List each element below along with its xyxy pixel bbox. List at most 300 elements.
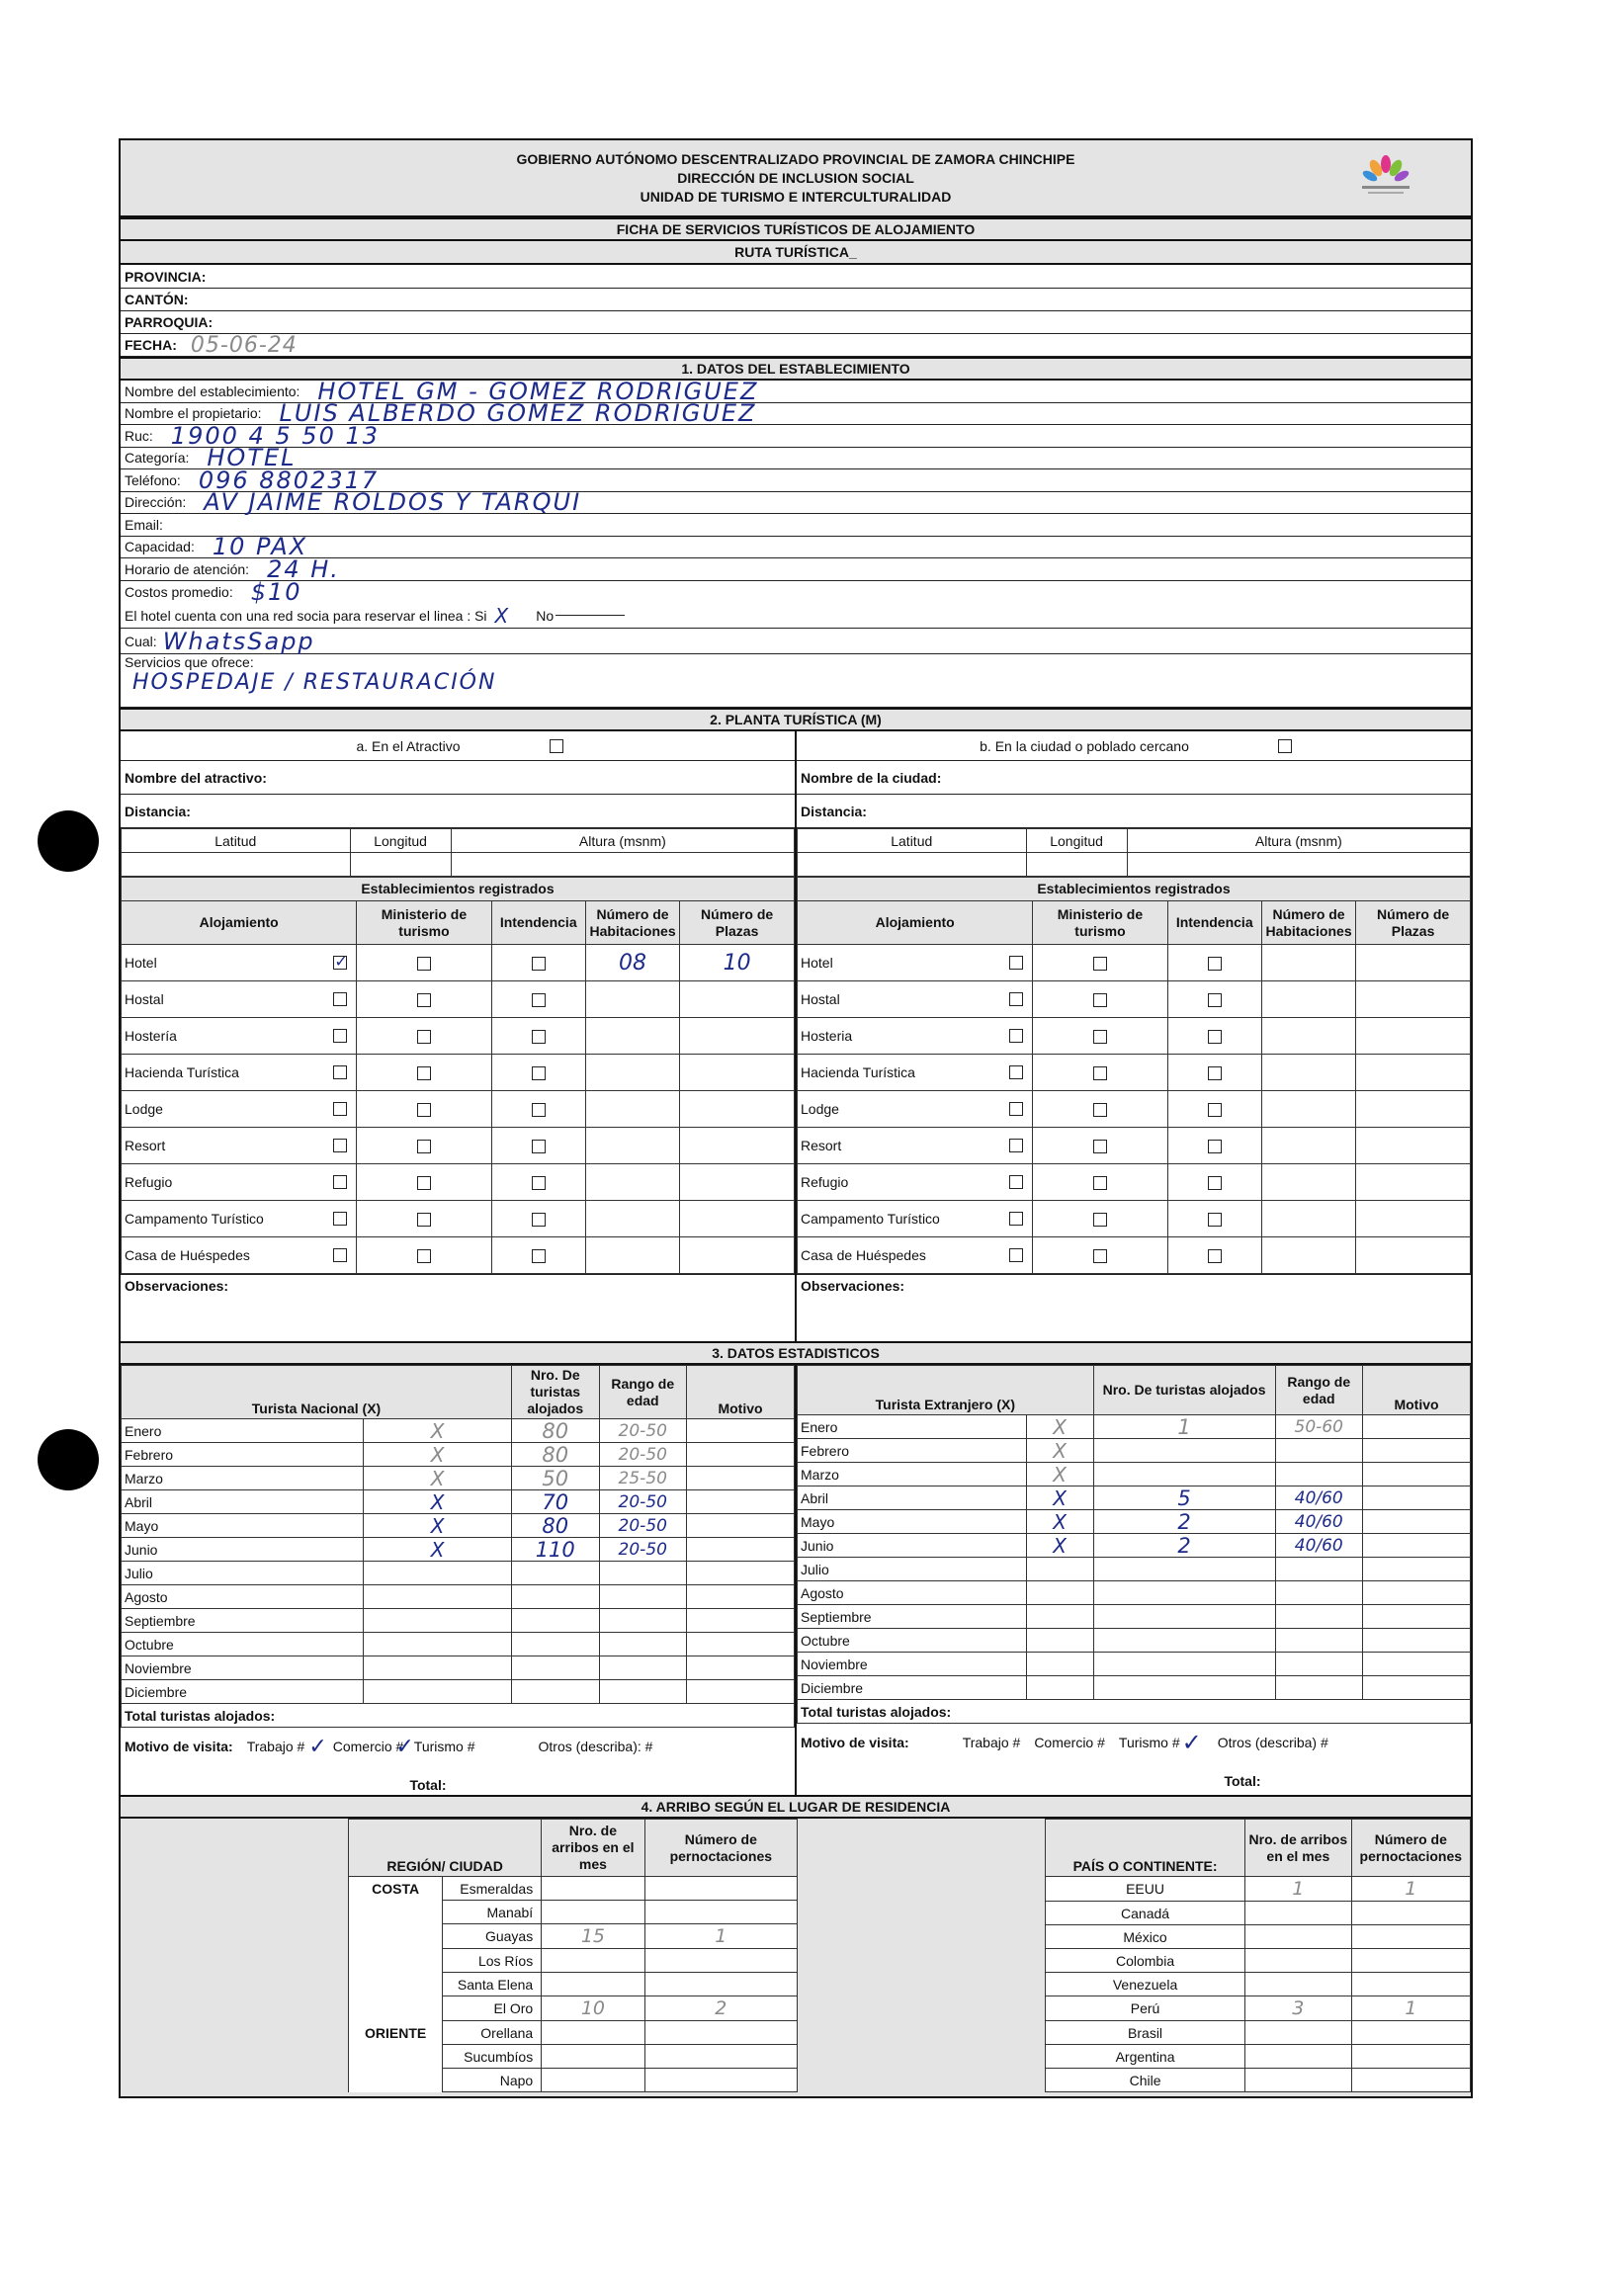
plazas-cell[interactable] <box>680 1055 795 1091</box>
motivo-cell[interactable] <box>1363 1653 1471 1676</box>
ministerio-cell[interactable] <box>1033 1091 1167 1128</box>
habitaciones-cell[interactable] <box>1261 1018 1355 1055</box>
rango-edad-cell[interactable]: 50-60 <box>1275 1415 1363 1439</box>
field-row[interactable] <box>121 514 1471 537</box>
turista-mark-cell[interactable] <box>364 1562 512 1585</box>
ministerio-checkbox[interactable] <box>1093 1066 1107 1080</box>
pernoctaciones-cell[interactable] <box>644 2069 797 2092</box>
motivo-cell[interactable] <box>687 1443 795 1467</box>
pernoctaciones-cell[interactable] <box>1351 1925 1470 1949</box>
alojamiento-checkbox[interactable] <box>333 1102 347 1116</box>
intendencia-cell[interactable] <box>1167 1128 1261 1164</box>
rango-edad-cell[interactable]: 20-50 <box>599 1419 687 1443</box>
nro-turistas-cell[interactable] <box>1093 1439 1275 1463</box>
ministerio-checkbox[interactable] <box>417 1249 431 1263</box>
habitaciones-cell[interactable] <box>1261 1055 1355 1091</box>
habitaciones-cell[interactable] <box>585 981 679 1018</box>
habitaciones-cell[interactable] <box>1261 1201 1355 1237</box>
ministerio-checkbox[interactable] <box>417 1030 431 1044</box>
field-row[interactable] <box>121 554 1471 583</box>
habitaciones-cell[interactable] <box>1261 1091 1355 1128</box>
habitaciones-cell[interactable] <box>585 1164 679 1201</box>
nro-turistas-cell[interactable]: 2 <box>1093 1510 1275 1534</box>
alojamiento-type-cell[interactable] <box>798 1055 1033 1091</box>
nro-turistas-cell[interactable] <box>1093 1676 1275 1700</box>
parroquia-row[interactable]: PARROQUIA: <box>121 311 1471 334</box>
pernoctaciones-cell[interactable] <box>1351 2045 1470 2069</box>
motivo-cell[interactable] <box>687 1514 795 1538</box>
intendencia-cell[interactable] <box>1167 1091 1261 1128</box>
pernoctaciones-cell[interactable] <box>644 1973 797 1996</box>
motivo-cell[interactable] <box>687 1585 795 1609</box>
intendencia-cell[interactable] <box>491 945 585 981</box>
motivo-cell[interactable] <box>687 1419 795 1443</box>
alojamiento-checkbox[interactable] <box>333 1139 347 1152</box>
turista-mark-cell[interactable] <box>364 1680 512 1704</box>
alojamiento-type-cell[interactable] <box>122 1128 357 1164</box>
intendencia-cell[interactable] <box>1167 981 1261 1018</box>
arribos-cell[interactable] <box>542 1901 644 1924</box>
ministerio-cell[interactable] <box>1033 1128 1167 1164</box>
intendencia-cell[interactable] <box>491 1128 585 1164</box>
ministerio-checkbox[interactable] <box>417 1176 431 1190</box>
arribos-cell[interactable] <box>542 1877 644 1901</box>
pernoctaciones-cell[interactable] <box>644 1949 797 1973</box>
ministerio-checkbox[interactable] <box>1093 957 1107 971</box>
alojamiento-type-cell[interactable] <box>798 1201 1033 1237</box>
alojamiento-type-cell[interactable] <box>798 1164 1033 1201</box>
rango-edad-cell[interactable] <box>1275 1676 1363 1700</box>
alojamiento-type-cell[interactable] <box>122 945 357 981</box>
plazas-cell[interactable] <box>1356 1164 1471 1201</box>
intendencia-checkbox[interactable] <box>1208 957 1222 971</box>
rango-edad-cell[interactable]: 40/60 <box>1275 1510 1363 1534</box>
turista-mark-cell[interactable]: X <box>364 1467 512 1490</box>
nro-turistas-cell[interactable] <box>1093 1653 1275 1676</box>
turista-mark-cell[interactable] <box>1026 1653 1093 1676</box>
pernoctaciones-cell[interactable] <box>644 2021 797 2045</box>
arribos-cell[interactable] <box>1245 2045 1352 2069</box>
ministerio-cell[interactable] <box>1033 945 1167 981</box>
motivo-comercio[interactable]: Comercio # <box>332 1739 404 1754</box>
plazas-cell[interactable] <box>1356 1128 1471 1164</box>
ministerio-cell[interactable] <box>1033 981 1167 1018</box>
motivo-cell[interactable] <box>1363 1558 1471 1581</box>
turista-mark-cell[interactable]: X <box>1026 1415 1093 1439</box>
alojamiento-checkbox[interactable] <box>333 1212 347 1226</box>
canton-row[interactable]: CANTÓN: <box>121 289 1471 311</box>
rango-edad-cell[interactable]: 20-50 <box>599 1490 687 1514</box>
pernoctaciones-cell[interactable] <box>1351 2021 1470 2045</box>
intendencia-checkbox[interactable] <box>1208 993 1222 1007</box>
intendencia-cell[interactable] <box>491 1164 585 1201</box>
motivo-turismo[interactable]: Turismo # <box>1118 1735 1180 1750</box>
rango-edad-cell[interactable] <box>1275 1558 1363 1581</box>
intendencia-cell[interactable] <box>491 981 585 1018</box>
planta-left-checkbox[interactable] <box>550 739 563 753</box>
planta-left-distancia-row[interactable]: Distancia: <box>121 795 795 828</box>
intendencia-checkbox[interactable] <box>532 1213 546 1227</box>
plazas-cell[interactable] <box>680 1091 795 1128</box>
nro-turistas-cell[interactable]: 70 <box>511 1490 599 1514</box>
alojamiento-type-cell[interactable] <box>122 1164 357 1201</box>
total-left-row[interactable] <box>121 1761 795 1795</box>
turista-mark-cell[interactable]: X <box>1026 1486 1093 1510</box>
rango-edad-cell[interactable]: 25-50 <box>599 1467 687 1490</box>
intendencia-checkbox[interactable] <box>1208 1249 1222 1263</box>
nro-turistas-cell[interactable] <box>511 1633 599 1656</box>
alojamiento-type-cell[interactable] <box>798 1018 1033 1055</box>
intendencia-cell[interactable] <box>1167 1055 1261 1091</box>
turista-mark-cell[interactable] <box>1026 1629 1093 1653</box>
arribos-cell[interactable] <box>542 1973 644 1996</box>
pernoctaciones-cell[interactable] <box>644 1901 797 1924</box>
intendencia-cell[interactable] <box>491 1091 585 1128</box>
alojamiento-type-cell[interactable] <box>798 1237 1033 1274</box>
motivo-cell[interactable] <box>687 1562 795 1585</box>
longitud-cell[interactable] <box>350 853 451 877</box>
turista-mark-cell[interactable]: X <box>1026 1534 1093 1558</box>
ministerio-checkbox[interactable] <box>1093 993 1107 1007</box>
alojamiento-checkbox[interactable] <box>1009 1175 1023 1189</box>
alojamiento-checkbox[interactable] <box>1009 1248 1023 1262</box>
rango-edad-cell[interactable] <box>599 1633 687 1656</box>
habitaciones-cell[interactable] <box>1261 945 1355 981</box>
alojamiento-checkbox[interactable] <box>1009 992 1023 1006</box>
altura-cell[interactable] <box>1127 853 1470 877</box>
rango-edad-cell[interactable]: 40/60 <box>1275 1486 1363 1510</box>
ministerio-checkbox[interactable] <box>1093 1140 1107 1153</box>
motivo-cell[interactable] <box>687 1609 795 1633</box>
arribos-cell[interactable] <box>1245 2021 1352 2045</box>
turista-mark-cell[interactable] <box>1026 1558 1093 1581</box>
alojamiento-type-cell[interactable] <box>798 981 1033 1018</box>
plazas-cell[interactable] <box>680 1237 795 1274</box>
ministerio-cell[interactable] <box>357 1128 491 1164</box>
motivo-cell[interactable] <box>1363 1581 1471 1605</box>
turista-mark-cell[interactable]: X <box>364 1490 512 1514</box>
rango-edad-cell[interactable] <box>1275 1439 1363 1463</box>
turista-mark-cell[interactable]: X <box>364 1514 512 1538</box>
motivo-cell[interactable] <box>1363 1629 1471 1653</box>
intendencia-cell[interactable] <box>1167 1201 1261 1237</box>
rango-edad-cell[interactable] <box>1275 1653 1363 1676</box>
alojamiento-checkbox[interactable] <box>333 1065 347 1079</box>
alojamiento-type-cell[interactable] <box>122 1018 357 1055</box>
intendencia-cell[interactable] <box>1167 1237 1261 1274</box>
ministerio-cell[interactable] <box>357 945 491 981</box>
ministerio-cell[interactable] <box>1033 1237 1167 1274</box>
motivo-cell[interactable] <box>1363 1463 1471 1486</box>
motivo-trabajo[interactable]: Trabajo # <box>246 1739 305 1754</box>
ministerio-cell[interactable] <box>1033 1164 1167 1201</box>
pernoctaciones-cell[interactable]: 1 <box>1351 1996 1470 2021</box>
red-social-row[interactable]: El hotel cuenta con una red socia para reservar el linea : Si X No <box>121 603 1471 629</box>
planta-right-checkbox[interactable] <box>1278 739 1292 753</box>
plazas-cell[interactable] <box>680 1164 795 1201</box>
longitud-cell[interactable] <box>1026 853 1127 877</box>
motivo-otros[interactable]: Otros (describa): # <box>538 1739 653 1754</box>
arribos-cell[interactable] <box>1245 1902 1352 1925</box>
turista-mark-cell[interactable] <box>1026 1605 1093 1629</box>
habitaciones-cell[interactable] <box>585 1018 679 1055</box>
alojamiento-type-cell[interactable] <box>122 1237 357 1274</box>
ministerio-cell[interactable] <box>357 1091 491 1128</box>
intendencia-checkbox[interactable] <box>1208 1066 1222 1080</box>
pernoctaciones-cell[interactable] <box>644 2045 797 2069</box>
planta-left-name-row[interactable]: Nombre del atractivo: <box>121 761 795 795</box>
ministerio-checkbox[interactable] <box>417 957 431 971</box>
alojamiento-type-cell[interactable] <box>122 1091 357 1128</box>
turista-mark-cell[interactable] <box>364 1585 512 1609</box>
ministerio-checkbox[interactable] <box>1093 1249 1107 1263</box>
plazas-cell[interactable]: 10 <box>680 945 795 981</box>
nro-turistas-cell[interactable] <box>511 1656 599 1680</box>
alojamiento-type-cell[interactable] <box>798 945 1033 981</box>
ministerio-cell[interactable] <box>357 1201 491 1237</box>
motivo-cell[interactable] <box>1363 1605 1471 1629</box>
motivo-cell[interactable] <box>687 1656 795 1680</box>
nro-turistas-cell[interactable]: 80 <box>511 1443 599 1467</box>
pernoctaciones-cell[interactable] <box>644 1877 797 1901</box>
ministerio-cell[interactable] <box>357 1237 491 1274</box>
motivo-cell[interactable] <box>687 1633 795 1656</box>
motivo-turismo[interactable]: Turismo # <box>413 1739 475 1754</box>
plazas-cell[interactable] <box>680 1201 795 1237</box>
turista-mark-cell[interactable] <box>1026 1581 1093 1605</box>
alojamiento-type-cell[interactable] <box>122 1201 357 1237</box>
turista-mark-cell[interactable]: X <box>1026 1463 1093 1486</box>
motivo-cell[interactable] <box>687 1467 795 1490</box>
ministerio-cell[interactable] <box>1033 1055 1167 1091</box>
habitaciones-cell[interactable] <box>585 1055 679 1091</box>
plazas-cell[interactable] <box>680 1128 795 1164</box>
plazas-cell[interactable] <box>1356 1201 1471 1237</box>
nro-turistas-cell[interactable] <box>511 1680 599 1704</box>
rango-edad-cell[interactable]: 40/60 <box>1275 1534 1363 1558</box>
rango-edad-cell[interactable] <box>599 1609 687 1633</box>
latitud-cell[interactable] <box>122 853 351 877</box>
rango-edad-cell[interactable] <box>599 1680 687 1704</box>
arribos-cell[interactable]: 10 <box>542 1996 644 2021</box>
rango-edad-cell[interactable]: 20-50 <box>599 1514 687 1538</box>
turista-mark-cell[interactable] <box>364 1609 512 1633</box>
ministerio-checkbox[interactable] <box>417 1066 431 1080</box>
turista-mark-cell[interactable] <box>364 1633 512 1656</box>
pernoctaciones-cell[interactable] <box>1351 1902 1470 1925</box>
turista-mark-cell[interactable]: X <box>1026 1439 1093 1463</box>
plazas-cell[interactable] <box>1356 1018 1471 1055</box>
nro-turistas-cell[interactable] <box>1093 1605 1275 1629</box>
pernoctaciones-cell[interactable]: 2 <box>644 1996 797 2021</box>
ministerio-checkbox[interactable] <box>1093 1176 1107 1190</box>
motivo-comercio[interactable]: Comercio # <box>1034 1735 1105 1750</box>
motivo-cell[interactable] <box>687 1680 795 1704</box>
ministerio-cell[interactable] <box>357 1018 491 1055</box>
nro-turistas-cell[interactable] <box>1093 1581 1275 1605</box>
alojamiento-checkbox[interactable] <box>1009 1065 1023 1079</box>
pernoctaciones-cell[interactable]: 1 <box>1351 1877 1470 1902</box>
alojamiento-type-cell[interactable] <box>798 1091 1033 1128</box>
pernoctaciones-cell[interactable]: 1 <box>644 1924 797 1949</box>
fecha-row[interactable]: FECHA: 05-06-24 <box>121 334 1471 357</box>
intendencia-checkbox[interactable] <box>532 1249 546 1263</box>
alojamiento-checkbox[interactable]: ✓ <box>334 954 348 971</box>
field-row[interactable] <box>121 488 1471 517</box>
motivo-cell[interactable] <box>1363 1415 1471 1439</box>
rango-edad-cell[interactable] <box>599 1562 687 1585</box>
ministerio-checkbox[interactable] <box>1093 1103 1107 1117</box>
motivo-cell[interactable] <box>687 1538 795 1562</box>
alojamiento-checkbox[interactable] <box>1009 1102 1023 1116</box>
rango-edad-cell[interactable]: 20-50 <box>599 1538 687 1562</box>
rango-edad-cell[interactable] <box>1275 1605 1363 1629</box>
turista-mark-cell[interactable] <box>364 1656 512 1680</box>
intendencia-cell[interactable] <box>1167 1164 1261 1201</box>
intendencia-checkbox[interactable] <box>532 1030 546 1044</box>
turista-mark-cell[interactable]: X <box>364 1538 512 1562</box>
habitaciones-cell[interactable] <box>1261 1164 1355 1201</box>
nro-turistas-cell[interactable]: 1 <box>1093 1415 1275 1439</box>
alojamiento-type-cell[interactable] <box>122 981 357 1018</box>
field-row[interactable] <box>121 577 1471 606</box>
plazas-cell[interactable] <box>1356 1091 1471 1128</box>
nro-turistas-cell[interactable]: 80 <box>511 1419 599 1443</box>
motivo-cell[interactable] <box>1363 1439 1471 1463</box>
intendencia-checkbox[interactable] <box>532 957 546 971</box>
arribos-cell[interactable] <box>542 2045 644 2069</box>
ministerio-checkbox[interactable] <box>417 1213 431 1227</box>
nro-turistas-cell[interactable] <box>1093 1463 1275 1486</box>
nro-turistas-cell[interactable] <box>511 1585 599 1609</box>
rango-edad-cell[interactable]: 20-50 <box>599 1443 687 1467</box>
intendencia-checkbox[interactable] <box>532 1103 546 1117</box>
nro-turistas-cell[interactable]: 110 <box>511 1538 599 1562</box>
intendencia-cell[interactable] <box>491 1237 585 1274</box>
alojamiento-checkbox[interactable] <box>1009 956 1023 970</box>
rango-edad-cell[interactable] <box>599 1656 687 1680</box>
cual-row[interactable]: Cual: WhatsSapp <box>121 629 1471 654</box>
intendencia-checkbox[interactable] <box>532 993 546 1007</box>
alojamiento-type-cell[interactable] <box>798 1128 1033 1164</box>
ministerio-checkbox[interactable] <box>417 1140 431 1153</box>
alojamiento-checkbox[interactable] <box>1009 1139 1023 1152</box>
motivo-cell[interactable] <box>1363 1510 1471 1534</box>
nro-turistas-cell[interactable] <box>1093 1558 1275 1581</box>
total-right-row[interactable] <box>797 1757 1471 1791</box>
intendencia-checkbox[interactable] <box>532 1176 546 1190</box>
ministerio-checkbox[interactable] <box>417 993 431 1007</box>
ministerio-cell[interactable] <box>357 1164 491 1201</box>
latitud-cell[interactable] <box>798 853 1027 877</box>
arribos-cell[interactable] <box>542 2021 644 2045</box>
ministerio-checkbox[interactable] <box>1093 1213 1107 1227</box>
planta-right-name-row[interactable]: Nombre de la ciudad: <box>797 761 1471 795</box>
turista-mark-cell[interactable]: X <box>364 1419 512 1443</box>
arribos-cell[interactable] <box>1245 1973 1352 1996</box>
nro-turistas-cell[interactable]: 50 <box>511 1467 599 1490</box>
intendencia-checkbox[interactable] <box>1208 1103 1222 1117</box>
rango-edad-cell[interactable] <box>1275 1463 1363 1486</box>
plazas-cell[interactable] <box>1356 945 1471 981</box>
habitaciones-cell[interactable] <box>585 1237 679 1274</box>
alojamiento-checkbox[interactable] <box>333 992 347 1006</box>
alojamiento-checkbox[interactable] <box>1009 1212 1023 1226</box>
turista-mark-cell[interactable] <box>1026 1676 1093 1700</box>
arribos-cell[interactable] <box>542 2069 644 2092</box>
plazas-cell[interactable] <box>680 1018 795 1055</box>
intendencia-cell[interactable] <box>491 1055 585 1091</box>
plazas-cell[interactable] <box>1356 1055 1471 1091</box>
intendencia-checkbox[interactable] <box>532 1140 546 1153</box>
ministerio-cell[interactable] <box>357 981 491 1018</box>
planta-right-distancia-row[interactable]: Distancia: <box>797 795 1471 828</box>
habitaciones-cell[interactable]: 08 <box>585 945 679 981</box>
pernoctaciones-cell[interactable] <box>1351 2069 1470 2092</box>
rango-edad-cell[interactable] <box>1275 1629 1363 1653</box>
motivo-otros[interactable]: Otros (describa) # <box>1217 1735 1328 1750</box>
alojamiento-checkbox[interactable] <box>333 1029 347 1043</box>
rango-edad-cell[interactable] <box>599 1585 687 1609</box>
intendencia-cell[interactable] <box>1167 945 1261 981</box>
motivo-cell[interactable] <box>687 1490 795 1514</box>
habitaciones-cell[interactable] <box>585 1201 679 1237</box>
planta-left-observaciones[interactable]: Observaciones: <box>121 1274 795 1341</box>
alojamiento-checkbox[interactable] <box>333 1248 347 1262</box>
intendencia-cell[interactable] <box>491 1201 585 1237</box>
turista-mark-cell[interactable]: X <box>1026 1510 1093 1534</box>
ministerio-cell[interactable] <box>357 1055 491 1091</box>
pernoctaciones-cell[interactable] <box>1351 1949 1470 1973</box>
intendencia-checkbox[interactable] <box>1208 1140 1222 1153</box>
alojamiento-checkbox[interactable] <box>333 1175 347 1189</box>
nro-turistas-cell[interactable]: 2 <box>1093 1534 1275 1558</box>
field-row[interactable] <box>121 421 1471 450</box>
nro-turistas-cell[interactable]: 5 <box>1093 1486 1275 1510</box>
motivo-cell[interactable] <box>1363 1486 1471 1510</box>
ministerio-checkbox[interactable] <box>417 1103 431 1117</box>
turista-mark-cell[interactable]: X <box>364 1443 512 1467</box>
arribos-cell[interactable] <box>1245 1925 1352 1949</box>
nro-turistas-cell[interactable]: 80 <box>511 1514 599 1538</box>
motivo-cell[interactable] <box>1363 1534 1471 1558</box>
intendencia-checkbox[interactable] <box>1208 1213 1222 1227</box>
arribos-cell[interactable] <box>1245 2069 1352 2092</box>
habitaciones-cell[interactable] <box>1261 981 1355 1018</box>
arribos-cell[interactable] <box>1245 1949 1352 1973</box>
intendencia-cell[interactable] <box>1167 1018 1261 1055</box>
intendencia-checkbox[interactable] <box>1208 1030 1222 1044</box>
habitaciones-cell[interactable] <box>585 1128 679 1164</box>
intendencia-checkbox[interactable] <box>1208 1176 1222 1190</box>
arribos-cell[interactable]: 3 <box>1245 1996 1352 2021</box>
plazas-cell[interactable] <box>1356 981 1471 1018</box>
provincia-row[interactable]: PROVINCIA: <box>121 265 1471 289</box>
ministerio-checkbox[interactable] <box>1093 1030 1107 1044</box>
plazas-cell[interactable] <box>1356 1237 1471 1274</box>
nro-turistas-cell[interactable] <box>511 1562 599 1585</box>
habitaciones-cell[interactable] <box>585 1091 679 1128</box>
habitaciones-cell[interactable] <box>1261 1237 1355 1274</box>
rango-edad-cell[interactable] <box>1275 1581 1363 1605</box>
intendencia-cell[interactable] <box>491 1018 585 1055</box>
ministerio-cell[interactable] <box>1033 1201 1167 1237</box>
motivo-trabajo[interactable]: Trabajo # <box>962 1735 1021 1750</box>
intendencia-checkbox[interactable] <box>532 1066 546 1080</box>
arribos-cell[interactable] <box>542 1949 644 1973</box>
servicios-row[interactable]: Servicios que ofrece: HOSPEDAJE / RESTAURACIÓN <box>121 654 1471 708</box>
arribos-cell[interactable]: 15 <box>542 1924 644 1949</box>
